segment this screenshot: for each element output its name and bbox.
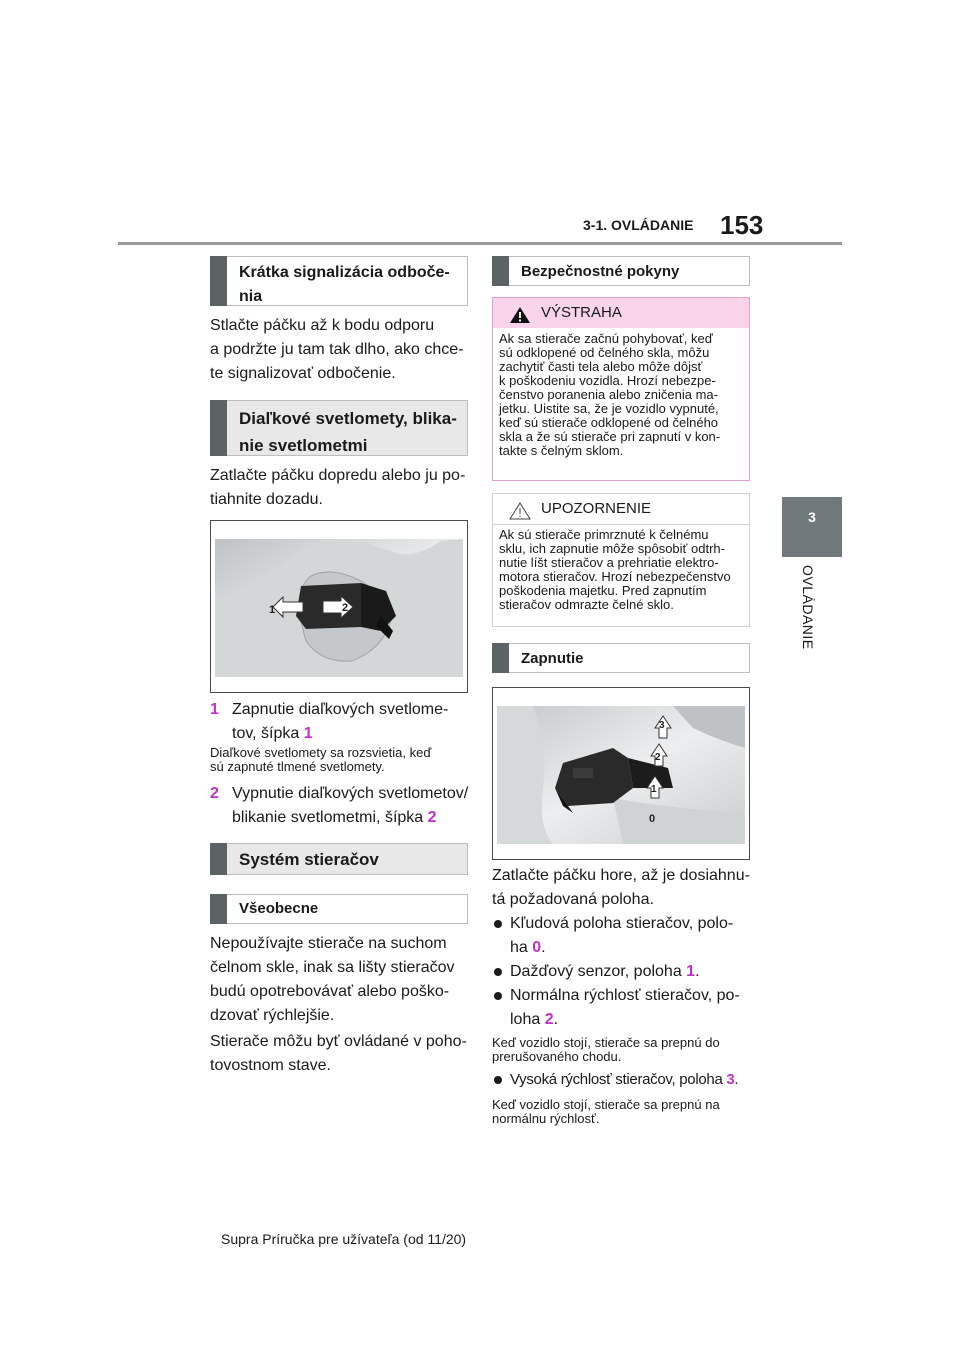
list-item-2-text: Vypnutie diaľkových svetlometov/ blikanie svetlometmi, šípka 2 xyxy=(232,785,469,826)
lever-illustration xyxy=(211,521,467,692)
bullet-normal-speed: Normálna rýchlosť stieračov, po- loha 2. xyxy=(510,984,740,1032)
footer-manual-title: Supra Príručka pre užívateľa (od 11/20) xyxy=(221,1231,467,1247)
chapter-tab xyxy=(782,497,842,557)
warning-box xyxy=(492,297,750,481)
heading-high-beam: Diaľkové svetlomety, blika- nie svetlometmi xyxy=(210,400,468,456)
caution-title: UPOZORNENIE xyxy=(541,500,652,517)
figure-high-beam-lever xyxy=(210,520,468,693)
heading-short-signal: Krátka signalizácia odboče- nia xyxy=(210,256,468,306)
figure-wiper-lever xyxy=(492,687,750,860)
item-number: 2 xyxy=(210,785,219,802)
arrow-label-2: 2 xyxy=(342,602,349,614)
warning-text: Ak sa stierače začnú pohybovať, keď sú odklopené od čelného skla, môžu zachytiť časti tela alebo môže dôjsť k poškodeniu vozidla. Hrozí nebezpe- čenstvo poranenia alebo zničenia ma- jetku. Uistite sa, že je vozidlo vypnuté, keď sú stierače odklopené od čelného skla a že sú stierače pri zapnutí v kon- takte s čelným sklom. xyxy=(499,331,721,458)
paragraph-general-2: Stierače môžu byť ovládané v poho- tovostnom stave. xyxy=(210,1033,467,1074)
chapter-label: OVLÁDANIE xyxy=(800,565,816,650)
position-label-1: 1 xyxy=(651,784,657,795)
position-label-0: 0 xyxy=(649,813,656,825)
position-label-3: 3 xyxy=(659,720,665,731)
note-normal-speed: Keď vozidlo stojí, stierače sa prepnú na normálnu rýchlosť. xyxy=(492,1097,720,1126)
header-divider xyxy=(118,242,842,245)
bullet-high-speed: Vysoká rýchlosť stieračov, poloha 3. xyxy=(510,1068,738,1092)
caution-triangle-icon xyxy=(509,502,531,520)
heading-safety: Bezpečnostné pokyny xyxy=(492,256,750,286)
paragraph-short-signal: Stlačte páčku až k bodu odporu a podržte ju tam tak dlho, ako chce- te signalizovať odbočenie. xyxy=(210,317,464,382)
bullet-rest-position: Kľudová poloha stieračov, polo- ha 0. xyxy=(510,912,733,960)
bullet-rain-sensor: Dažďový senzor, poloha 1. xyxy=(510,960,700,984)
chapter-number: 3 xyxy=(808,509,816,525)
paragraph-general-1: Nepoužívajte stierače na suchom čelnom skle, inak sa lišty stieračov budú opotrebovávať alebo poško- dzovať rýchlejšie. xyxy=(210,935,455,1024)
position-label-2: 2 xyxy=(655,752,661,763)
warning-triangle-icon xyxy=(509,306,531,324)
note-intermittent: Keď vozidlo stojí, stierače sa prepnú do prerušovaného chodu. xyxy=(492,1035,720,1064)
list-item-1 xyxy=(210,698,219,722)
heading-wipers: Systém stieračov xyxy=(210,843,468,875)
page-number: 153 xyxy=(720,210,764,240)
paragraph-on: Zatlačte páčku hore, až je dosiahnu- tá požadovaná poloha. xyxy=(492,867,750,908)
warning-title: VÝSTRAHA xyxy=(541,304,622,321)
item-number: 1 xyxy=(210,701,219,718)
caution-text: Ak sú stierače primrznuté k čelnému sklu, ich zapnutie môže spôsobiť odtrh- nutie líšt stieračov a prehriatie elektro- motora stieračov. Hrozí nebezpečenstvo poškodenia majetku. Pred zapnutím stieračov odmrazte čelné sklo. xyxy=(499,527,731,612)
arrow-ref: 2 xyxy=(427,809,437,826)
caution-box xyxy=(492,493,750,627)
list-item-1-text: Zapnutie diaľkových svetlome- tov, šípka 1 xyxy=(232,701,449,742)
paragraph-high-beam: Zatlačte páčku dopredu alebo ju po- tiahnite dozadu. xyxy=(210,467,466,508)
heading-general: Všeobecne xyxy=(210,894,468,924)
arrow-ref: 1 xyxy=(303,725,313,742)
section-title: 3-1. OVLÁDANIE xyxy=(583,217,694,233)
wiper-illustration xyxy=(493,688,749,859)
heading-on: Zapnutie xyxy=(492,643,750,673)
note-high-beam: Diaľkové svetlomety sa rozsvietia, keď sú zapnuté tlmené svetlomety. xyxy=(210,745,432,774)
arrow-label-1: 1 xyxy=(269,604,276,616)
list-item-2 xyxy=(210,782,219,806)
